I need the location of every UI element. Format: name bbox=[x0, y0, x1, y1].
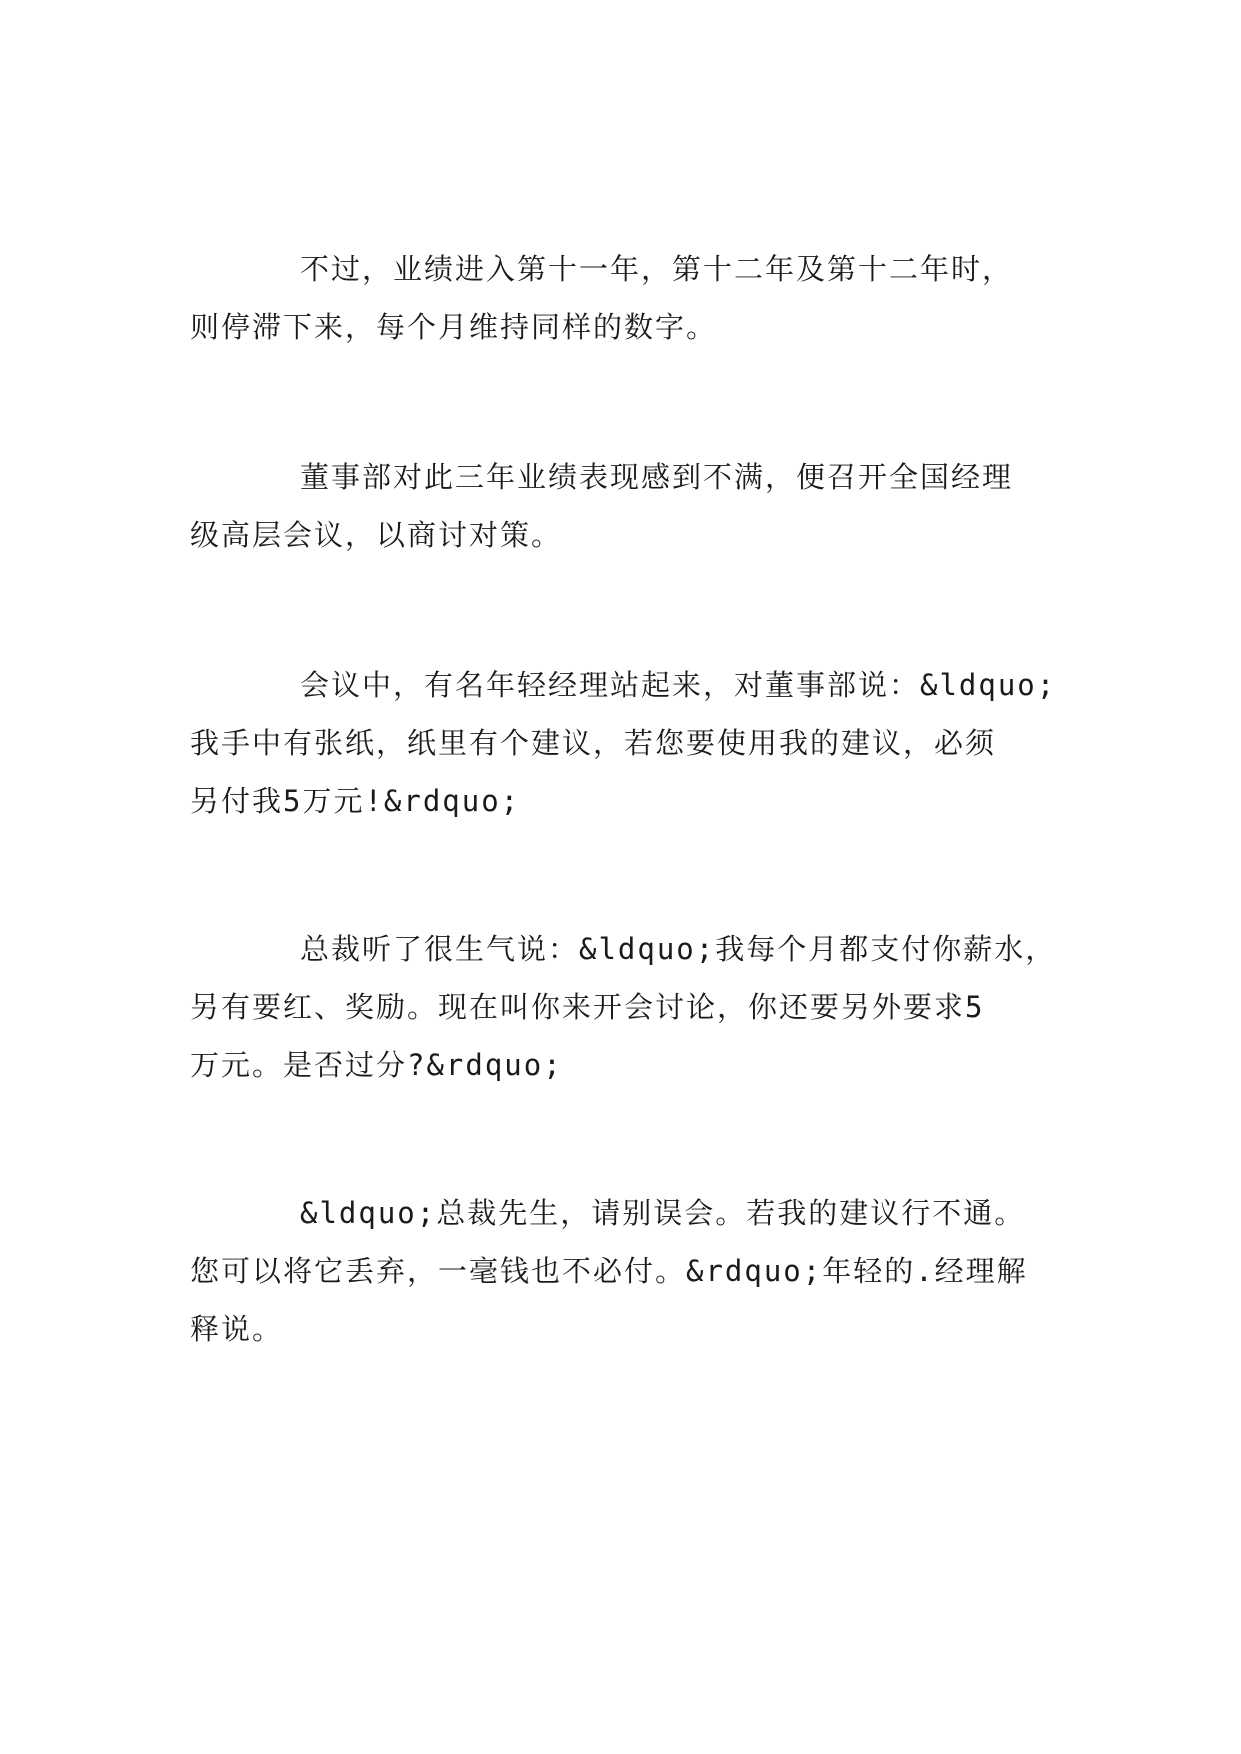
paragraph-line: 则停滞下来，每个月维持同样的数字。 bbox=[190, 310, 718, 344]
paragraph-5 bbox=[190, 1184, 1070, 1358]
paragraph-line: 总裁听了很生气说：&ldquo;我每个月都支付你薪水， bbox=[300, 932, 1057, 966]
paragraph-3 bbox=[190, 656, 1070, 830]
paragraph-line: 释说。 bbox=[190, 1312, 284, 1346]
paragraph-1 bbox=[190, 240, 1070, 356]
paragraph-line: 我手中有张纸，纸里有个建议，若您要使用我的建议，必须 bbox=[190, 726, 997, 760]
paragraph-line: 级高层会议，以商讨对策。 bbox=[190, 518, 563, 552]
paragraph-line: 不过，业绩进入第十一年，第十二年及第十二年时， bbox=[300, 252, 1014, 286]
paragraph-line: 您可以将它丢弃，一毫钱也不必付。&rdquo;年轻的.经理解 bbox=[190, 1254, 1028, 1288]
paragraph-line: 万元。是否过分?&rdquo; bbox=[190, 1048, 563, 1082]
paragraph-line: 另付我5万元!&rdquo; bbox=[190, 784, 521, 818]
paragraph-line: 会议中，有名年轻经理站起来，对董事部说：&ldquo; bbox=[300, 668, 1057, 702]
paragraph-line: 另有要红、奖励。现在叫你来开会讨论，你还要另外要求5 bbox=[190, 990, 985, 1024]
paragraph-line: 董事部对此三年业绩表现感到不满，便召开全国经理 bbox=[300, 460, 1014, 494]
paragraph-4 bbox=[190, 920, 1070, 1094]
paragraph-2 bbox=[190, 448, 1070, 564]
paragraph-line: &ldquo;总裁先生，请别误会。若我的建议行不通。 bbox=[300, 1196, 1026, 1230]
